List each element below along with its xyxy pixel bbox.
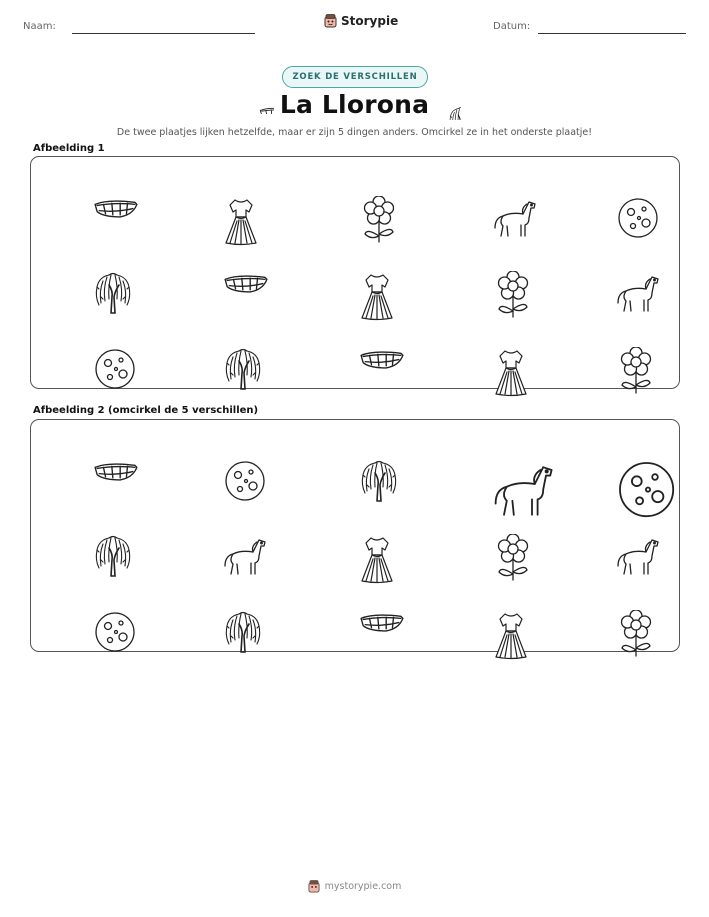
footer <box>0 880 709 893</box>
flower-icon[interactable] <box>596 586 636 634</box>
moon-icon[interactable] <box>585 428 647 490</box>
flower-icon <box>473 247 513 295</box>
boat-icon <box>244 96 274 118</box>
horse-icon[interactable] <box>201 512 245 556</box>
brand-name: Storypie <box>341 14 399 28</box>
picture1-panel <box>30 156 680 389</box>
picture2-panel[interactable] <box>30 419 680 652</box>
storypie-mascot-icon <box>308 880 320 893</box>
willow-tree-icon[interactable] <box>203 588 243 632</box>
instructions: De twee plaatjes lijken hetzelfde, maar er zijn 5 dingen anders. Omcirkel ze in het onderste plaatje! <box>116 127 593 138</box>
flower-icon <box>596 323 636 371</box>
flower-icon[interactable] <box>473 510 513 558</box>
flower-icon <box>339 172 379 220</box>
picture1-label: Afbeelding 1 <box>33 143 105 154</box>
dress-icon <box>341 246 377 296</box>
willow-tree-icon <box>435 92 461 124</box>
dress-icon <box>205 171 241 221</box>
boat-icon[interactable] <box>70 446 116 472</box>
horse-icon <box>594 249 638 293</box>
boat-icon[interactable] <box>336 597 382 623</box>
horse-icon <box>471 174 515 218</box>
dress-icon[interactable] <box>341 509 377 559</box>
picture2-label: Afbeelding 2 (omcirkel de 5 verschillen) <box>33 405 259 416</box>
willow-tree-icon <box>73 249 113 293</box>
willow-tree-icon <box>203 325 243 369</box>
name-label: Naam: <box>23 21 56 32</box>
name-line[interactable] <box>72 33 255 34</box>
brand-logo <box>324 14 398 28</box>
willow-tree-icon[interactable] <box>73 512 113 556</box>
boat-icon <box>70 183 116 209</box>
moon-icon[interactable] <box>71 588 115 632</box>
moon-icon <box>71 325 115 369</box>
dress-icon[interactable] <box>475 585 511 635</box>
boat-icon <box>336 334 382 360</box>
storypie-mascot-icon <box>324 14 337 28</box>
page-title: La Llorona <box>279 90 430 119</box>
date-line[interactable] <box>538 33 686 34</box>
activity-badge: ZOEK DE VERSCHILLEN <box>282 66 428 88</box>
boat-icon <box>200 258 246 284</box>
horse-icon[interactable] <box>594 512 638 556</box>
footer-site: mystorypie.com <box>324 881 402 892</box>
dress-icon <box>475 322 511 372</box>
moon-icon[interactable] <box>201 437 245 481</box>
date-label: Datum: <box>493 21 531 32</box>
horse-icon[interactable] <box>462 428 524 490</box>
moon-icon <box>594 174 638 218</box>
willow-tree-icon[interactable] <box>339 437 379 481</box>
